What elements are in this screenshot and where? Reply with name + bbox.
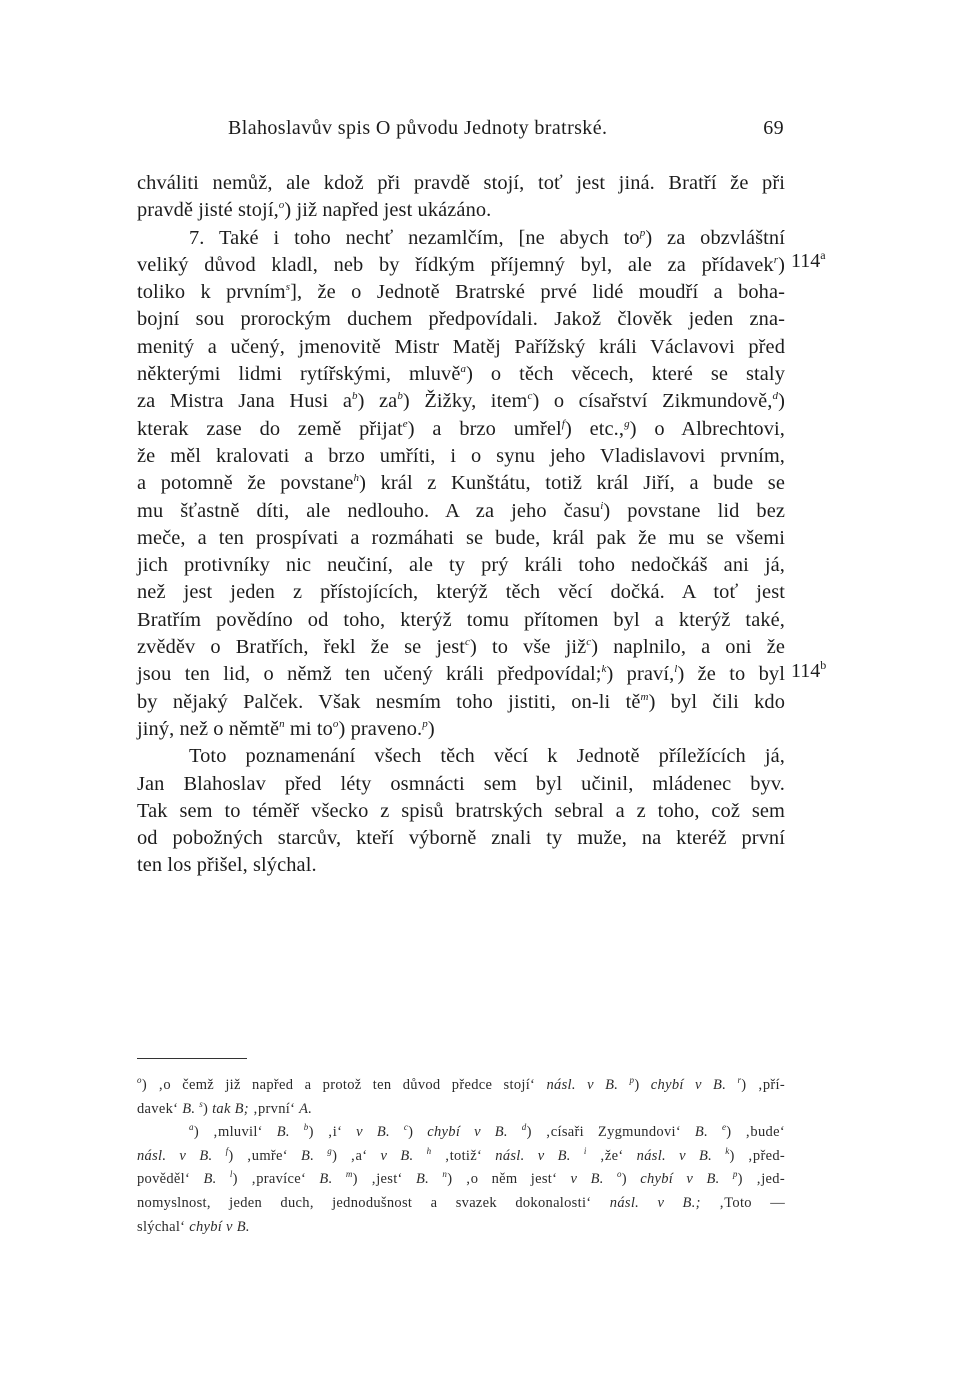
text-run: ) ‚i‘ [308, 1124, 357, 1141]
footnote-marker: r [737, 1075, 742, 1085]
text-run: ) ‚císaři Zygmundovi‘ [526, 1124, 695, 1141]
footnote-marker: c [586, 636, 592, 649]
footnote-marker: k [601, 663, 607, 676]
footnote-marker: s [199, 1098, 204, 1109]
text-run: Tak sem to téměř všecko z spisů bratrských sebral a z toho, což sem [137, 799, 785, 822]
footnote-marker: c [527, 390, 533, 403]
footnote-marker: k [725, 1145, 730, 1156]
text-run: ) ‚pří- [741, 1077, 785, 1093]
footnote-marker: c [465, 636, 471, 649]
text-run: ) za [357, 390, 398, 413]
text-run: B. [694, 1124, 708, 1141]
text-run: v B. [570, 1171, 604, 1188]
text-run: zvěděv o Bratřích, řekl že se jest [137, 636, 466, 659]
footnote-marker: b [303, 1122, 309, 1133]
footnote-marker: o [332, 717, 339, 730]
text-run: Toto poznamenání všech těch věcí k Jednotě příležících já, [189, 745, 785, 768]
text-run [720, 1171, 733, 1187]
text-run: nomyslnost, jeden duch, jednodušnost a svazek dokonalosti‘ [137, 1194, 610, 1211]
text-run: ) to vše již [470, 636, 587, 659]
footnote-line [137, 1098, 785, 1122]
text-run: ) [203, 1100, 213, 1117]
footnote-line [137, 1192, 785, 1216]
text-run: ) povstane lid bez [603, 499, 785, 522]
margin-note-number: 114 [791, 250, 821, 272]
footnote-marker: f [561, 417, 565, 430]
text-run: B. [203, 1171, 217, 1188]
margin-note-114b [791, 660, 826, 683]
text-run: násl. v B. [137, 1147, 213, 1164]
text-run: ) že to byl [677, 663, 785, 686]
text-run [708, 1124, 722, 1140]
footnote-marker: e [721, 1122, 727, 1133]
text-run [604, 1171, 617, 1187]
text-run: ) etc., [564, 417, 625, 440]
footnote-marker: a [460, 363, 467, 376]
text-run: násl. v B.; [609, 1194, 701, 1211]
text-line [137, 498, 785, 525]
footnote-marker: r [773, 253, 779, 266]
running-head [228, 117, 784, 140]
text-run: ‚že‘ [586, 1147, 637, 1164]
text-line [137, 825, 785, 852]
footnote-marker: p [732, 1169, 738, 1180]
text-run: ‚Toto — [700, 1194, 785, 1211]
text-run: B. [415, 1171, 430, 1188]
footnote-marker: s [285, 281, 291, 294]
text-run: ) [408, 1124, 428, 1141]
text-run: A. [299, 1100, 313, 1117]
text-run: za Mistra Jana Husi a [137, 390, 352, 413]
text-run: ) [621, 1171, 641, 1188]
text-run: chybí v B. [189, 1218, 250, 1235]
text-run: některými lidmi rytířskými, mluvě [137, 363, 461, 386]
text-run: davek‘ [137, 1100, 183, 1117]
footnote-marker: b [397, 390, 403, 403]
text-run: mi to [284, 717, 333, 740]
footnote-marker: l [674, 663, 678, 676]
text-run: násl. v B. [636, 1147, 713, 1164]
text-run: ) naplnilo, a oni že [591, 636, 785, 659]
footnotes [137, 1074, 785, 1239]
text-run: ) a brzo umřel [407, 417, 562, 440]
footnote-marker: d [772, 390, 779, 403]
text-run [333, 1171, 346, 1187]
text-run: chváliti nemůž, ale kdož při pravdě stojí, toť jest jiná. Bratří že při [137, 172, 785, 194]
text-run [413, 1148, 426, 1164]
text-run: ) o těch věcech, které se staly [466, 363, 785, 386]
text-run: ) ‚mluvil‘ [193, 1124, 277, 1141]
text-line [137, 443, 785, 470]
text-run: Jan Blahoslav před léty osmnácti sem byl učinil, mládenec byv. [137, 772, 785, 795]
text-run: kterak zase do země přijat [137, 417, 403, 440]
text-run: B. [182, 1100, 196, 1117]
footnote-marker: p [422, 717, 428, 730]
footnote-divider [137, 1058, 247, 1059]
footnote-marker: i [583, 1145, 587, 1156]
text-run: bojní sou prorockým duchem předpovídali. Jakož člověk jeden zna- [137, 308, 785, 331]
text-line [137, 607, 785, 634]
text-run: ) o Albrechtovi, [629, 417, 785, 440]
margin-note-114a [791, 250, 826, 273]
text-line [137, 798, 785, 825]
text-run: ) ‚umře‘ [228, 1147, 302, 1164]
text-run: ten los přišel, slýchal. [137, 854, 317, 877]
text-line [137, 634, 785, 661]
text-run: ) ‚a‘ [332, 1147, 381, 1164]
text-run: chybí v B. [427, 1124, 508, 1141]
footnote-marker: e [402, 417, 408, 430]
text-run: jich protivníky nic neučiní, ale ty prý králi toho nedočkáš ani já, [137, 554, 785, 577]
margin-note-letter: b [820, 658, 827, 672]
text-run [712, 1148, 725, 1164]
text-run: mu šťastně díti, ale nedlouho. A za jeho času [137, 499, 601, 522]
margin-note-letter: a [820, 248, 826, 262]
text-run: než jest jeden z přístojících, kterýž těch věcí dočká. A toť jest [137, 581, 785, 604]
text-run [217, 1171, 230, 1187]
text-line [137, 225, 785, 252]
footnote-marker: m [345, 1169, 353, 1180]
text-run: B. [276, 1124, 290, 1141]
footnote-line [137, 1216, 785, 1240]
text-line [137, 279, 785, 306]
text-run: ) [634, 1077, 651, 1093]
text-run: ) [427, 717, 435, 740]
text-line [137, 771, 785, 798]
text-line [137, 306, 785, 333]
text-run: pravdě jisté stojí, [137, 199, 279, 222]
text-run: ) král z Kunštátu, totiž král Jiří, a bude se [359, 472, 785, 495]
text-run: jsou ten lid, o němž ten učený králi předpovídal; [137, 663, 602, 686]
text-run: ) praveno. [338, 717, 423, 740]
margin-note-number: 114 [791, 660, 821, 682]
text-run [290, 1124, 304, 1140]
text-run: násl. v B. [495, 1147, 571, 1164]
footnote-marker: o [137, 1075, 142, 1085]
text-run: pověděl‘ [137, 1171, 204, 1188]
footnote-marker: b [351, 390, 358, 403]
body-text [137, 170, 785, 880]
text-line [137, 552, 785, 579]
footnote-line [137, 1168, 785, 1192]
text-line [137, 334, 785, 361]
footnote-marker: g [624, 417, 630, 430]
text-line [137, 743, 785, 770]
text-run [618, 1077, 629, 1093]
text-run: ) ‚jest‘ [352, 1171, 416, 1188]
text-run: ‚totiž‘ [431, 1147, 496, 1164]
footnote-marker: p [629, 1075, 635, 1085]
text-line [137, 470, 785, 497]
text-run: ) [778, 253, 785, 276]
text-run: od pobožných starcův, kteří výborně znali ty muže, na kteréž první [137, 827, 785, 850]
text-run: v B. [356, 1124, 390, 1141]
text-run: 7. Také i toho nechť nezamlčím, [ne abych to [189, 226, 640, 249]
text-run: toliko k prvním [137, 281, 286, 304]
footnote-marker: n [442, 1169, 448, 1180]
footnote-marker: h [426, 1145, 432, 1156]
text-run: ) za obzvláštní [645, 226, 785, 249]
text-run: B. [319, 1171, 333, 1188]
text-run: v B. [380, 1147, 414, 1164]
text-line [137, 525, 785, 552]
text-run: veliký důvod kladl, neb by řídkým příjemný byl, ale za přídavek [137, 253, 774, 276]
text-run: ], že o Jednotě Bratrské prvé lidé moudří a boha- [290, 281, 785, 304]
footnote-marker: c [403, 1122, 409, 1133]
text-line [137, 197, 785, 224]
footnote-line [137, 1121, 785, 1145]
text-run [508, 1124, 522, 1140]
text-run: B. [301, 1147, 315, 1164]
text-run [571, 1148, 584, 1164]
text-run: ) ‚o něm jest‘ [447, 1171, 571, 1188]
footnote-marker: m [640, 690, 649, 703]
text-line [137, 170, 785, 197]
text-line [137, 252, 785, 279]
text-run: ) ‚bude‘ [726, 1124, 785, 1141]
running-head-title: Blahoslavův spis O původu Jednoty bratrské. [228, 117, 608, 139]
text-run: ) Žižky, item [402, 390, 528, 413]
text-run: chybí v B. [650, 1077, 727, 1093]
footnote-marker: o [278, 199, 285, 212]
text-run: jiný, než o němtě [137, 717, 280, 740]
text-run [429, 1171, 442, 1187]
footnote-marker: a [189, 1122, 194, 1133]
text-run: by nějaký Palček. Však nesmím toho jistiti, on-li tě [137, 690, 641, 713]
footnote-line [137, 1145, 785, 1169]
text-run: slýchal‘ [137, 1218, 190, 1235]
footnote-marker: n [279, 717, 285, 730]
text-run: meče, a ten prospívati a rozmáhati se bude, král pak že mu se všemi [137, 526, 785, 549]
text-run: chybí v B. [640, 1171, 720, 1188]
text-run: že měl kralovati a brzo umříti, i o synu jeho Vladislavovi prvním, [137, 444, 785, 467]
footnote-marker: d [521, 1122, 527, 1133]
text-run [314, 1148, 327, 1164]
footnote-marker: l [229, 1169, 233, 1180]
page-number: 69 [763, 117, 784, 139]
text-line [137, 661, 785, 688]
text-run: ) [778, 390, 785, 413]
text-run: ) ‚před- [729, 1147, 786, 1164]
text-line [137, 579, 785, 606]
text-line [137, 388, 785, 415]
text-run: ) ‚jed- [737, 1171, 785, 1188]
text-run: Bratřím povědíno od toho, kterýž tomu přítomen byl a kterýž také, [137, 608, 785, 631]
text-line [137, 689, 785, 716]
text-run [212, 1148, 225, 1164]
text-run [726, 1077, 737, 1093]
text-run: násl. v B. [546, 1077, 619, 1093]
text-line [137, 416, 785, 443]
footnote-marker: h [353, 472, 360, 485]
footnote-marker: o [616, 1169, 622, 1180]
text-run: ) ‚pravíce‘ [232, 1171, 320, 1188]
text-run: ) ‚o čemž již napřed a protož ten důvod předce stojí‘ [141, 1077, 547, 1093]
footnote-marker: f [225, 1145, 229, 1156]
text-run: ‚první‘ [248, 1100, 300, 1117]
text-run: tak B; [212, 1100, 249, 1117]
footnote-line [137, 1074, 785, 1098]
text-line [137, 361, 785, 388]
footnote-marker: i [600, 499, 604, 512]
text-line [137, 852, 785, 879]
text-run: ) již napřed jest ukázáno. [284, 199, 492, 222]
text-run: menitý a učený, jmenovitě Mistr Matěj Pařížský králi Václavovi před [137, 335, 785, 358]
text-run: ) byl čili kdo [648, 690, 786, 713]
text-run: ) o císařství Zikmundově, [532, 390, 773, 413]
text-run: ) praví, [606, 663, 675, 686]
footnote-marker: g [327, 1145, 333, 1156]
text-line [137, 716, 785, 743]
footnote-marker: p [639, 226, 646, 239]
text-run: a potomně že povstane [137, 472, 354, 495]
text-run [390, 1124, 404, 1140]
